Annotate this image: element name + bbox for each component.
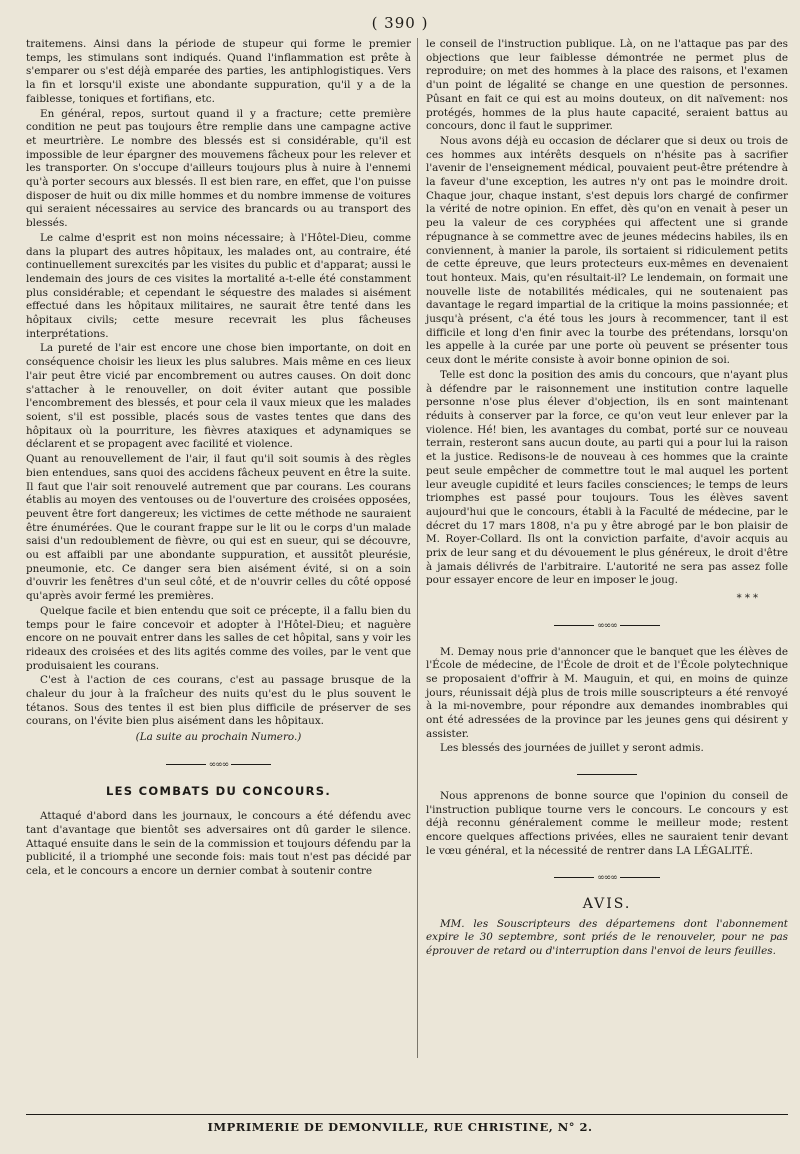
instruction-paragraph: Nous apprenons de bonne source que l'opinion du conseil de l'instruction publique tourne vers le concours. Le concours y est déjà reconnu généralement comme le meilleur mode; restent encore quelques affections privées, elles ne sauraient tenir devant le vœu général, et la nécessité de rentrer dans LA LÉGALITÉ. xyxy=(426,789,788,857)
avis-title: AVIS. xyxy=(582,896,632,913)
column-separator xyxy=(417,38,418,1058)
left-column xyxy=(26,38,411,880)
right-paragraph-2: Nous avons déjà eu occasion de déclarer que si deux ou trois de ces hommes aux intérêts desquels on n'hésite pas à sacrifier l'avenir de l'enseignement médical, pouvaient peut-être prétendre à la faveur d'une exception, les autres n'y ont pas le moindre droit. Chaque jour, chaque instant, s'est depuis lors chargé de confirmer la vérité de notre opinion. En effet, dès qu'on en venait à peser un peu la valeur de ces coryphées qui affectent une si grande répugnance à se commettre avec de jeunes médecins habiles, ils en conviennent, à manier la parole, ils sortaient si ridiculement petits de cette épreuve, que leurs protecteurs eux-mêmes en devenaient tout honteux. Mais, qu'en résultait-il? Le lendemain, on formait une nouvelle liste de notabilités médicales, qui ne soutenaient pas davantage le regard impartial de la critique la moins passionnée; et jusqu'à présent, c'a été tous les jours à recommencer, tant il est difficile et long d'en finir avec la tourbe des prétendans, lorsqu'on les appelle à la curée par une porte où peuvent se présenter tous ceux dont le mérite consiste à avoir bonne opinion de soi. xyxy=(426,134,788,367)
wounded-paragraph: Les blessés des journées de juillet y seront admis. xyxy=(440,742,704,755)
left-paragraph-5: Quant au renouvellement de l'air, il faut qu'il soit soumis à des règles bien entendues, sans quoi des accidens fâcheux peuvent en être la suite. Il faut que l'air soit renouvelé autrement que par courans. Les courans établis au moyen des ventouses ou de l'ouverture des croisées opposées, peuvent être fort dangereux; les victimes de cette méthode ne sauraient être énumérées. Que le courant frappe sur le lit ou le corps d'un malade saisi d'un redoublement de fièvre, ou qui est en sueur, qui se découvre, ou est affaibli par une abondante suppuration, et aussitôt pleurésie, pneumonie, etc. Ce danger sera bien aisément évité, si on a soin d'ouvrir les fenêtres d'un seul côté, et de n'ouvrir celles du côté opposé qu'après avoir fermé les premières. xyxy=(26,453,411,603)
left-paragraph-3: Le calme d'esprit est non moins nécessaire; à l'Hôtel-Dieu, comme dans la plupart des autres hôpitaux, les malades ont, au contraire, été continuellement surexcités par les visites du public et d'apparat; aussi le lendemain des jours de ces visites la mortalité a-t-elle été constamment plus considérable; et cependant le séquestre des malades si aisément effectué dans les hôpitaux militaires, ne saurait être tenté dans les hôpitaux civils; cette mesure recevrait les plus fâcheuses interprétations. xyxy=(26,231,411,340)
printer-footer: IMPRIMERIE DE DEMONVILLE, RUE CHRISTINE, N° 2. xyxy=(207,1120,593,1134)
ornamental-divider-3: ∞∞∞ xyxy=(426,872,788,886)
right-paragraph-3: Telle est donc la position des amis du concours, que n'ayant plus à défendre par le raisonnement une institution contre laquelle personne n'ose plus élever d'objection, ils en sont maintenant réduits à conserver par la force, ce qu'on veut leur enlever par la violence. Hé! bien, les avantages du combat, porté sur ce nouveau terrain, resteront sans aucun doute, au parti qui a pour lui la raison et la justice. Redisons-le de nouveau à ces hommes que la crainte peut seule empêcher de commettre tout le mal auquel les portent leur aveugle cupidité et leurs faciles consciences; le temps de leurs triomphes est passé pour toujours. Tous les élèves savent aujourd'hui que le concours, établi à la Faculté de médecine, par le décret du 17 mars 1808, n'a pu y être abrogé par le bon plaisir de M. Royer-Collard. Ils ont la conviction parfaite, d'avoir acquis au prix de leur sang et du dévouement le plus généreux, le droit d'être à jamais délivrés de l'arbitraire. L'autorité ne sera pas assez folle pour essayer encore de leur en imposer le joug. xyxy=(426,368,788,587)
footer-rule xyxy=(26,1114,788,1115)
left-paragraph-6: Quelque facile et bien entendu que soit ce précepte, il a fallu bien du temps pour le faire concevoir et adopter à l'Hôtel-Dieu; et naguère encore on ne pouvait entrer dans les salles de cet hôpital, sans y voir les rideaux des croisées et des lits agités comme des voiles, par le vent que produisaient les courans. xyxy=(26,604,411,672)
page-number: ( 390 ) xyxy=(371,14,429,32)
continued-note: (La suite au prochain Numero.) xyxy=(135,731,302,744)
short-rule xyxy=(426,766,788,780)
left-paragraph-1: traitemens. Ainsi dans la période de stupeur qui forme le premier temps, les stimulans sont indiqués. Quand l'inflammation est prête à s'emparer ou s'est déjà emparée des parties, les antiphlogistiques. Vers la fin et lorsqu'il existe une abondante suppuration, qu'il y a de la faiblesse, toniques et fortifians, etc. xyxy=(26,38,411,105)
left-paragraph-2: En général, repos, surtout quand il y a fracture; cette première condition ne peut pas toujours être remplie dans une campagne active et meurtrière. Le nombre des blessés est si considérable, qu'il est impossible de leur épargner des mouvemens fâcheux pour les relever et les transporter. On s'occupe d'ailleurs toujours plus à nuire à l'ennemi qu'à porter secours aux blessés. Il est bien rare, en effet, que l'on puisse disposer de huit ou dix mille hommes et du nombre immense de voitures qui seraient nécessaires au service des brancards ou au transport des blessés. xyxy=(26,107,411,230)
banquet-paragraph: M. Demay nous prie d'annoncer que le banquet que les élèves de l'École de médecine, de l'École de droit et de l'École polytechnique se proposaient d'offrir à M. Mauguin, et qui, en moins de quinze jours, réunissait déjà plus de trois mille souscripteurs a été renvoyé à la mi-novembre, pour répondre aux demandes inombrables qui ont été adressées de la province par les jeunes gens qui désirent y assister. xyxy=(426,645,788,740)
asterism: * * * xyxy=(736,593,758,605)
right-column xyxy=(426,38,788,960)
ornamental-divider: ∞∞∞ xyxy=(26,759,411,773)
section-title: LES COMBATS DU CONCOURS. xyxy=(105,783,332,798)
left-paragraph-7: C'est à l'action de ces courans, c'est au passage brusque de la chaleur du jour à la fraîcheur des nuits qu'est du le plus souvent le tétanos. Sous des tentes il est bien plus difficile de préserver de ses courans, on l'évite bien plus aisément dans les hôpitaux. xyxy=(26,674,411,728)
right-paragraph-1: le conseil de l'instruction publique. Là, on ne l'attaque pas par des objections que leur faiblesse démontrée ne permet plus de reproduire; on met des hommes à la place des raisons, et l'examen d'un point de légalité se change en une question de personnes. Pûsant en fait ce qui est au moins douteux, on dit naïvement: nos protégés, hommes de la plus haute capacité, seraient battus au concours, donc il faut le supprimer. xyxy=(426,38,788,133)
concours-paragraph: Attaqué d'abord dans les journaux, le concours a été défendu avec tant d'avantage que bientôt ses adversaires ont dû garder le silence. Attaqué ensuite dans le sein de la commission et toujours défendu par la publicité, il a triomphé une seconde fois: mais tout n'est pas décidé par cela, et le concours a encore un dernier combat à soutenir contre xyxy=(26,810,411,878)
left-paragraph-4: La pureté de l'air est encore une chose bien importante, on doit en conséquence choisir les lieux les plus salubres. Mais même en ces lieux l'air peut être vicié par encombrement ou autres causes. On doit donc s'attacher à le renouveller, on doit éviter autant que possible l'encombrement des blessés, et pour cela il vaux mieux que les malades soient, s'il est possible, placés sous de vastes tentes que dans des hôpitaux où la pourriture, les fièvres ataxiques et adynamiques se déclarent et se propagent avec facilité et violence. xyxy=(26,342,411,451)
avis-body: MM. les Souscripteurs des départemens dont l'abonnement expire le 30 septembre, sont priés de le renouveler, pour ne pas éprouver de retard ou d'interruption dans l'envoi de leurs feuilles. xyxy=(426,917,788,958)
ornamental-divider-2: ∞∞∞ xyxy=(426,620,788,634)
